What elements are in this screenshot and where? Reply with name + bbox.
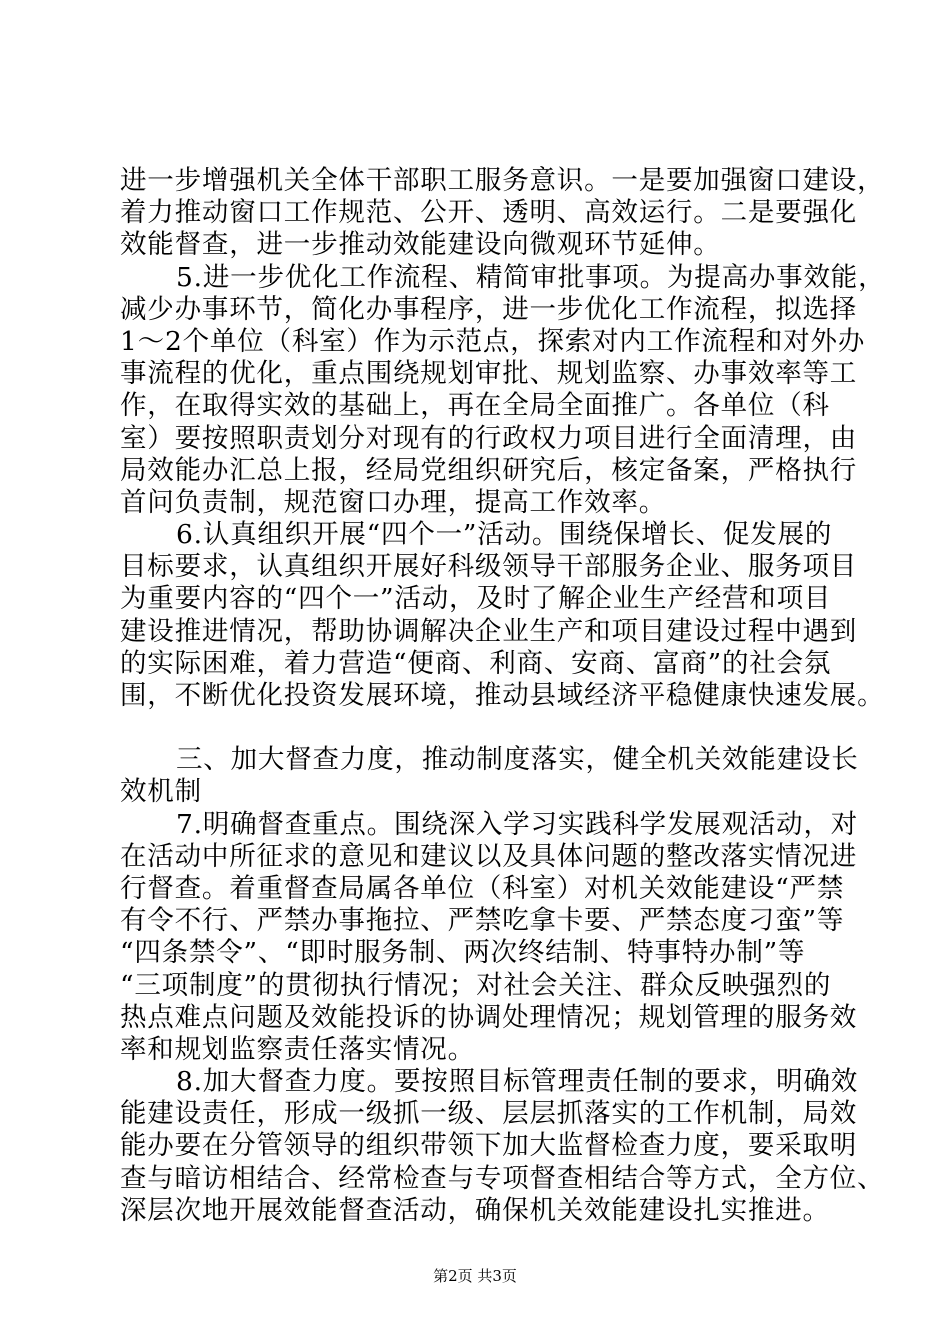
text-line: 在活动中所征求的意见和建议以及具体问题的整改落实情况进	[120, 840, 858, 872]
text-line: 有令不行、严禁办事拖拉、严禁吃拿卡要、严禁态度刁蛮”等	[120, 905, 845, 937]
text-line: 室）要按照职责划分对现有的行政权力项目进行全面清理，由	[120, 422, 858, 454]
document-body	[120, 165, 886, 1227]
text-line: 能建设责任，形成一级抓一级、层层抓落实的工作机制，局效	[120, 1098, 858, 1130]
text-line: 1～2个单位（科室）作为示范点，探索对内工作流程和对外办	[120, 325, 866, 357]
text-line: 效机制	[120, 776, 202, 808]
section-gap	[120, 712, 832, 744]
text-line: 建设推进情况，帮助协调解决企业生产和项目建设过程中遇到	[120, 615, 858, 647]
text-line: 6.认真组织开展“四个一”活动。围绕保增长、促发展的	[176, 519, 833, 551]
text-line: 行督查。着重督查局属各单位（科室）对机关效能建设“严禁	[120, 872, 845, 904]
text-line: 作，在取得实效的基础上，再在全局全面推广。各单位（科	[120, 390, 830, 422]
page-footer	[0, 1266, 950, 1286]
text-line: 查与暗访相结合、经常检查与专项督查相结合等方式，全方位、	[120, 1162, 885, 1194]
text-line: 深层次地开展效能督查活动，确保机关效能建设扎实推进。	[120, 1194, 830, 1226]
text-line: 效能督查，进一步推动效能建设向微观环节延伸。	[120, 229, 721, 261]
text-line: “三项制度”的贯彻执行情况；对社会关注、群众反映强烈的	[120, 969, 832, 1001]
text-block-section-2	[120, 165, 886, 712]
text-line: 7.明确督查重点。围绕深入学习实践科学发展观活动，对	[176, 808, 859, 840]
text-line: 为重要内容的“四个一”活动，及时了解企业生产经营和项目	[120, 583, 832, 615]
text-line: 率和规划监察责任落实情况。	[120, 1033, 475, 1065]
text-line: “四条禁令”、“即时服务制、两次终结制、特事特办制”等	[120, 937, 806, 969]
text-line: 目标要求，认真组织开展好科级领导干部服务企业、服务项目	[120, 551, 858, 583]
text-line: 首问负责制，规范窗口办理，提高工作效率。	[120, 486, 666, 518]
text-line: 热点难点问题及效能投诉的协调处理情况；规划管理的服务效	[120, 1001, 858, 1033]
text-line: 着力推动窗口工作规范、公开、透明、高效运行。二是要强化	[120, 197, 858, 229]
text-line: 减少办事环节，简化办事程序，进一步优化工作流程，拟选择	[120, 293, 858, 325]
text-block-section-3	[120, 744, 885, 1227]
text-line: 局效能办汇总上报，经局党组织研究后，核定备案，严格执行	[120, 454, 858, 486]
text-line: 事流程的优化，重点围绕规划审批、规划监察、办事效率等工	[120, 358, 858, 390]
text-line: 的实际困难，着力营造“便商、利商、安商、富商”的社会氛	[120, 647, 832, 679]
text-line: 8.加大督查力度。要按照目标管理责任制的要求，明确效	[176, 1066, 859, 1098]
text-line: 三、加大督查力度，推动制度落实，健全机关效能建设长	[176, 744, 859, 776]
text-line: 5.进一步优化工作流程、精简审批事项。为提高办事效能，	[176, 261, 886, 293]
text-line: 能办要在分管领导的组织带领下加大监督检查力度，要采取明	[120, 1130, 858, 1162]
page-number-label: 第2页 共3页	[433, 1267, 517, 1285]
text-line: 围，不断优化投资发展环境，推动县域经济平稳健康快速发展。	[120, 680, 885, 711]
text-line: 进一步增强机关全体干部职工服务意识。一是要加强窗口建设，	[120, 165, 885, 196]
